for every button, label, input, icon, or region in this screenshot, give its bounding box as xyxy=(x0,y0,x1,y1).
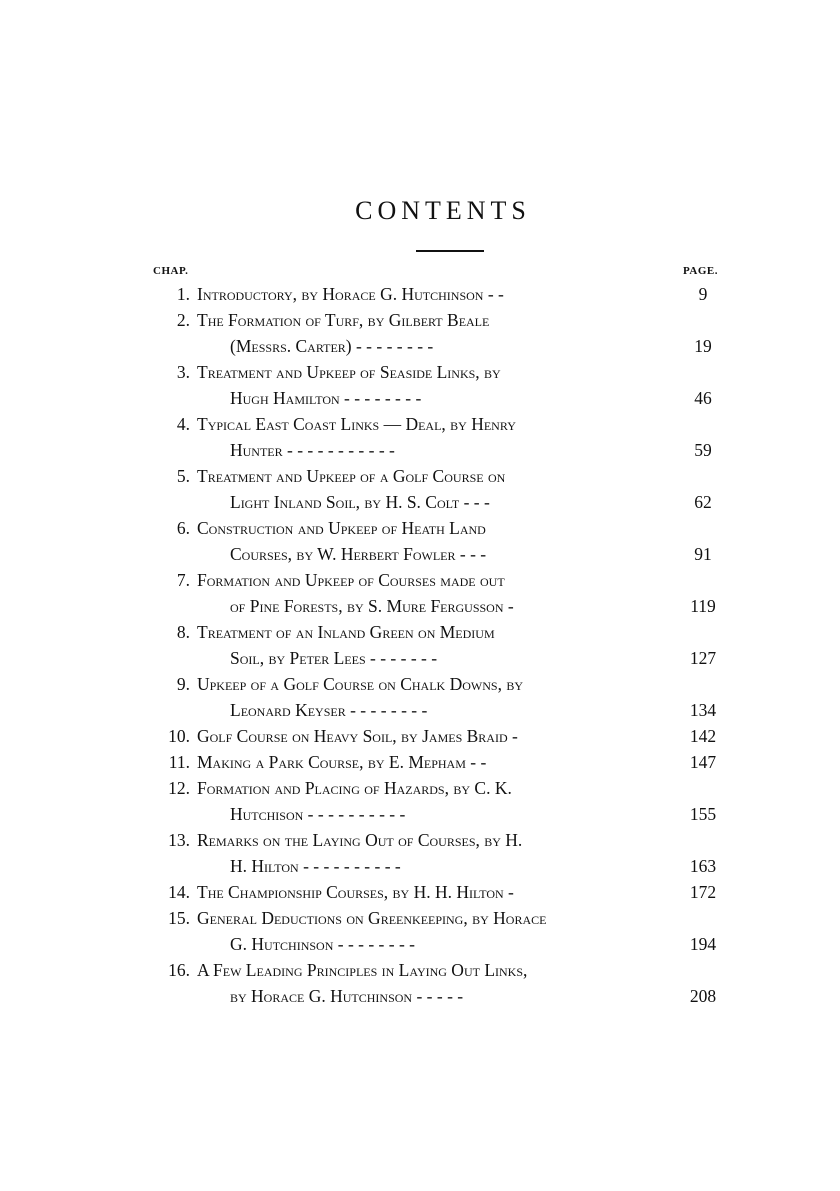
entry-first-line xyxy=(0,775,840,801)
contents-list xyxy=(0,281,840,1009)
chapter-title: General Deductions on Greenkeeping, by Horace xyxy=(197,908,547,928)
chapter-title: Formation and Placing of Hazards, by C. K. xyxy=(197,778,512,798)
contents-entry xyxy=(0,723,840,749)
chapter-number: 5. xyxy=(176,466,190,486)
chapter-title: Light Inland Soil, by H. S. Colt - - - xyxy=(230,492,490,512)
chapter-number: 8. xyxy=(176,622,190,642)
entry-continuation-line xyxy=(0,801,840,827)
contents-entry xyxy=(0,463,840,515)
contents-entry xyxy=(0,411,840,463)
entry-first-line xyxy=(0,957,840,983)
contents-entry xyxy=(0,905,840,957)
page-column-header: PAGE. xyxy=(683,265,718,277)
chapter-number: 15. xyxy=(168,908,190,928)
page-number: 46 xyxy=(694,388,712,408)
chapter-number: 13. xyxy=(168,830,190,850)
chap-column-header: CHAP. xyxy=(153,265,189,277)
chapter-title: Remarks on the Laying Out of Courses, by H. xyxy=(197,830,523,850)
chapter-title: Treatment and Upkeep of Seaside Links, by xyxy=(197,362,501,382)
chapter-title: Soil, by Peter Lees - - - - - - - xyxy=(230,648,438,668)
chapter-title: Treatment of an Inland Green on Medium xyxy=(197,622,495,642)
entry-continuation-line xyxy=(0,385,840,411)
chapter-title: of Pine Forests, by S. Mure Fergusson - xyxy=(230,596,514,616)
chapter-number: 12. xyxy=(168,778,190,798)
entry-continuation-line xyxy=(0,931,840,957)
chapter-title: Construction and Upkeep of Heath Land xyxy=(197,518,486,538)
page-number: 155 xyxy=(689,804,717,824)
entry-first-line xyxy=(0,463,840,489)
entry-continuation-line xyxy=(0,333,840,359)
entry-first-line xyxy=(0,567,840,593)
chapter-title: (Messrs. Carter) - - - - - - - - xyxy=(230,336,434,356)
contents-entry xyxy=(0,307,840,359)
page-number: 147 xyxy=(689,752,717,772)
page-number: 127 xyxy=(689,648,717,668)
page-number: 59 xyxy=(694,440,712,460)
page-number: 134 xyxy=(689,700,717,720)
chapter-title: A Few Leading Principles in Laying Out Links, xyxy=(197,960,528,980)
entry-first-line xyxy=(0,619,840,645)
page-number: 208 xyxy=(689,986,717,1006)
entry-first-line xyxy=(0,879,840,905)
chapter-title: The Formation of Turf, by Gilbert Beale xyxy=(197,310,490,330)
contents-entry xyxy=(0,775,840,827)
chapter-number: 16. xyxy=(168,960,190,980)
entry-first-line xyxy=(0,411,840,437)
chapter-number: 4. xyxy=(176,414,190,434)
page-number: 163 xyxy=(689,856,717,876)
chapter-title: Upkeep of a Golf Course on Chalk Downs, by xyxy=(197,674,523,694)
entry-continuation-line xyxy=(0,645,840,671)
chapter-title: Making a Park Course, by E. Mepham - - xyxy=(197,752,487,772)
chapter-number: 1. xyxy=(176,284,190,304)
page-title: CONTENTS xyxy=(355,196,531,225)
page-number: 194 xyxy=(689,934,717,954)
chapter-number: 2. xyxy=(176,310,190,330)
entry-first-line xyxy=(0,359,840,385)
chapter-title: Courses, by W. Herbert Fowler - - - xyxy=(230,544,487,564)
chapter-title: Formation and Upkeep of Courses made out xyxy=(197,570,505,590)
title-rule xyxy=(416,250,484,252)
chapter-title: H. Hilton - - - - - - - - - - xyxy=(230,856,401,876)
entry-continuation-line xyxy=(0,541,840,567)
entry-continuation-line xyxy=(0,983,840,1009)
contents-entry xyxy=(0,879,840,905)
page-number: 62 xyxy=(694,492,712,512)
chapter-number: 11. xyxy=(168,752,190,772)
page-number: 19 xyxy=(694,336,712,356)
page-number: 142 xyxy=(689,726,717,746)
chapter-title: The Championship Courses, by H. H. Hilton - xyxy=(197,882,514,902)
entry-continuation-line xyxy=(0,489,840,515)
chapter-number: 3. xyxy=(176,362,190,382)
contents-entry xyxy=(0,619,840,671)
chapter-number: 7. xyxy=(176,570,190,590)
contents-entry xyxy=(0,515,840,567)
chapter-title: by Horace G. Hutchinson - - - - - xyxy=(230,986,464,1006)
page-number: 9 xyxy=(698,284,708,304)
contents-entry xyxy=(0,957,840,1009)
chapter-number: 14. xyxy=(168,882,190,902)
chapter-title: Hutchison - - - - - - - - - - xyxy=(230,804,406,824)
entry-continuation-line xyxy=(0,593,840,619)
contents-entry xyxy=(0,749,840,775)
entry-first-line xyxy=(0,905,840,931)
entry-first-line xyxy=(0,827,840,853)
entry-first-line xyxy=(0,281,840,307)
entry-continuation-line xyxy=(0,697,840,723)
chapter-title: Introductory, by Horace G. Hutchinson - - xyxy=(197,284,504,304)
contents-entry xyxy=(0,359,840,411)
page-number: 91 xyxy=(694,544,712,564)
entry-first-line xyxy=(0,307,840,333)
contents-entry xyxy=(0,827,840,879)
chapter-title: Hugh Hamilton - - - - - - - - xyxy=(230,388,422,408)
chapter-title: Hunter - - - - - - - - - - - xyxy=(230,440,395,460)
chapter-title: Treatment and Upkeep of a Golf Course on xyxy=(197,466,506,486)
chapter-number: 6. xyxy=(176,518,190,538)
entry-first-line xyxy=(0,671,840,697)
chapter-title: Typical East Coast Links — Deal, by Henry xyxy=(197,414,516,434)
entry-first-line xyxy=(0,515,840,541)
chapter-title: Golf Course on Heavy Soil, by James Braid - xyxy=(197,726,518,746)
entry-first-line xyxy=(0,749,840,775)
contents-entry xyxy=(0,281,840,307)
page-number: 119 xyxy=(690,596,716,616)
contents-entry xyxy=(0,671,840,723)
contents-entry xyxy=(0,567,840,619)
chapter-title: G. Hutchinson - - - - - - - - xyxy=(230,934,415,954)
entry-first-line xyxy=(0,723,840,749)
chapter-number: 10. xyxy=(168,726,190,746)
page-number: 172 xyxy=(689,882,717,902)
entry-continuation-line xyxy=(0,437,840,463)
entry-continuation-line xyxy=(0,853,840,879)
chapter-number: 9. xyxy=(176,674,190,694)
chapter-title: Leonard Keyser - - - - - - - - xyxy=(230,700,428,720)
